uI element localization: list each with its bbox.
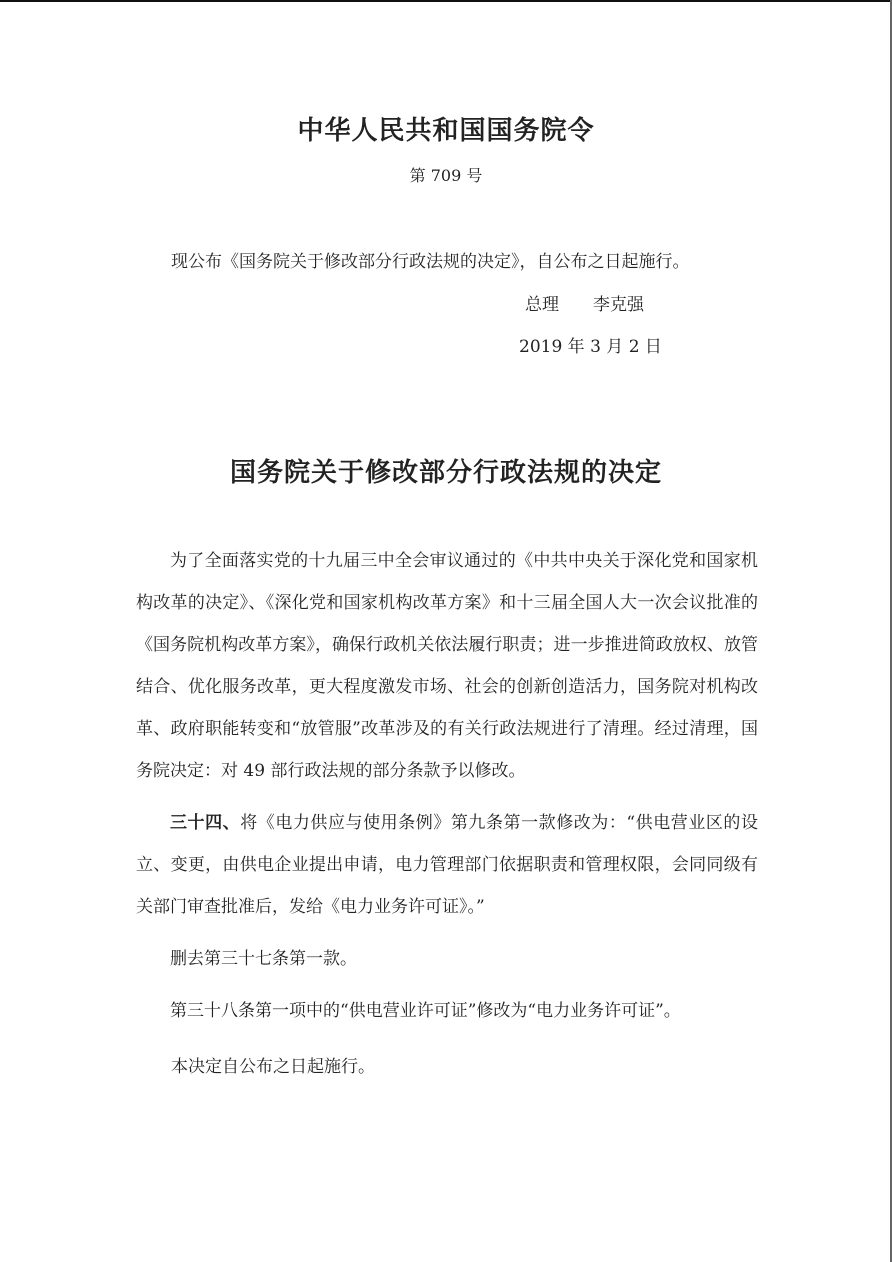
- promulgation-statement: 现公布《国务院关于修改部分行政法规的决定》，自公布之日起施行。: [171, 252, 690, 272]
- order-title: 中华人民共和国国务院令: [297, 116, 595, 146]
- amendment-paragraph: 第三十八条第一项中的“供电营业许可证”修改为“电力业务许可证”。: [170, 1001, 681, 1021]
- item-34-paragraph: [136, 802, 758, 928]
- signatory-title: 总理: [525, 295, 559, 315]
- item-text: 将《电力供应与使用条例》第九条第一款修改为：“供电营业区的设立、变更，由供电企业提出申请，电力管理部门依据职责和管理权限，会同同级有关部门审查批准后，发给《电力业务许可证》。”: [136, 813, 758, 917]
- signatory-name: 李克强: [593, 295, 644, 315]
- intro-paragraph: 为了全面落实党的十九届三中全会审议通过的《中共中央关于深化党和国家机构改革的决定》、《深化党和国家机构改革方案》和十三届全国人大一次会议批准的《国务院机构改革方案》，确保行政机关依法履行职责；进一步推进简政放权、放管结合、优化服务改革，更大程度激发市场、社会的创新创造活力，国务院对机构改革、政府职能转变和“放管服”改革涉及的有关行政法规进行了清理。经过清理，国务院决定：对 49 部行政法规的部分条款予以修改。: [136, 551, 758, 781]
- closing-statement: 本决定自公布之日起施行。: [171, 1057, 375, 1077]
- top-border-line: [0, 0, 892, 2]
- deletion-paragraph: 删去第三十七条第一款。: [170, 949, 357, 969]
- item-number: 三十四、: [170, 813, 241, 833]
- signature-date: 2019 年 3 月 2 日: [519, 337, 662, 357]
- order-number: 第 709 号: [409, 166, 483, 185]
- decision-title: 国务院关于修改部分行政法规的决定: [229, 458, 662, 488]
- signature-line: [525, 290, 644, 315]
- decision-body: [136, 540, 758, 1042]
